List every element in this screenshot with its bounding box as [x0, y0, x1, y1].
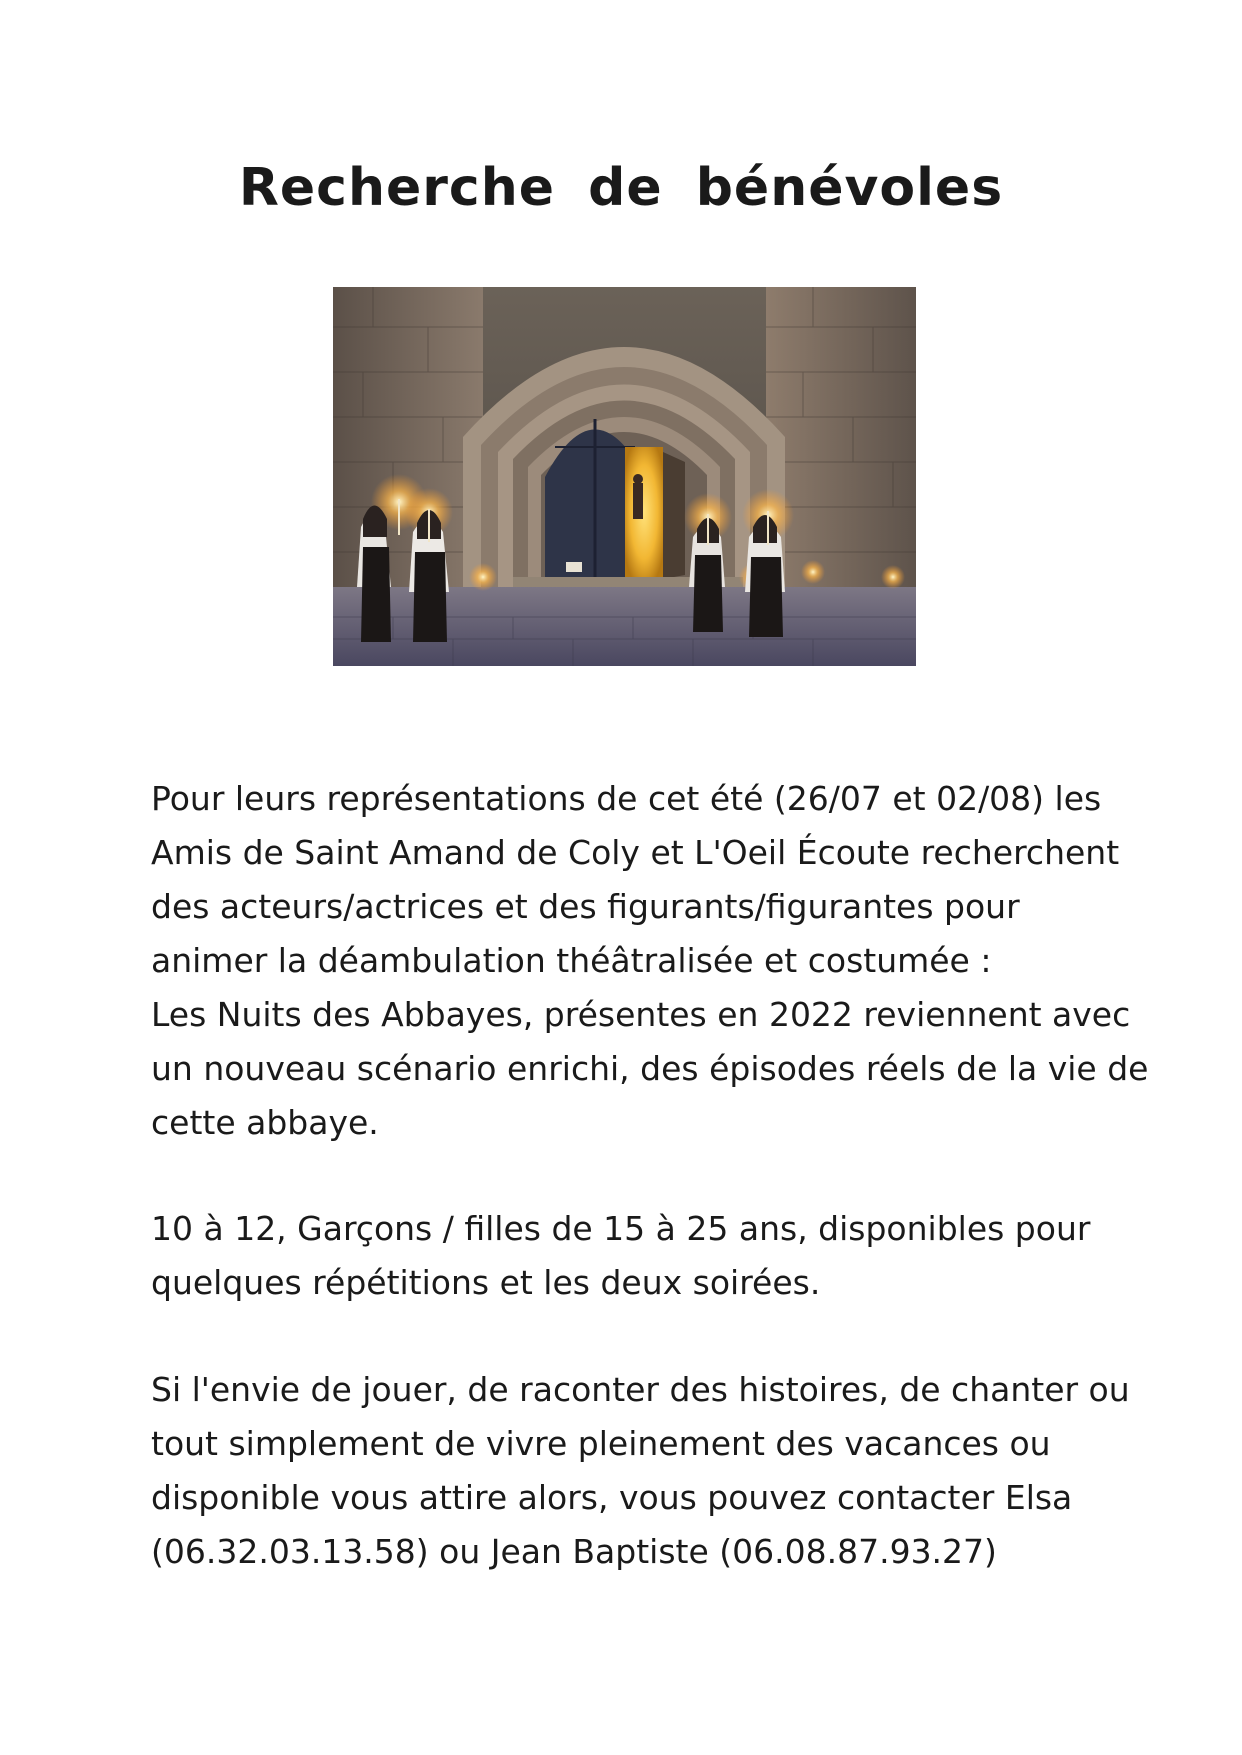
paragraph-line: tout simplement de vivre pleinement des vacances ou	[151, 1424, 1051, 1463]
paragraph-line: Si l'envie de jouer, de raconter des histoires, de chanter ou	[151, 1370, 1130, 1409]
paragraph-line: cette abbaye.	[151, 1103, 379, 1142]
paragraph-line: quelques répétitions et les deux soirées.	[151, 1263, 821, 1302]
paragraph-line: (06.32.03.13.58) ou Jean Baptiste (06.08.87.93.27)	[151, 1532, 997, 1571]
paragraph-line: 10 à 12, Garçons / filles de 15 à 25 ans, disponibles pour	[151, 1209, 1091, 1248]
paragraph-requirements	[151, 1202, 1111, 1310]
paragraph-line: animer la déambulation théâtralisée et costumée :	[151, 941, 992, 980]
paragraph-line: disponible vous attire alors, vous pouvez contacter Elsa	[151, 1478, 1073, 1517]
abbey-photo	[333, 287, 916, 666]
abbey-night-scene-image	[333, 287, 916, 666]
paragraph-line: un nouveau scénario enrichi, des épisodes réels de la vie de	[151, 1049, 1149, 1088]
paragraph-line: Les Nuits des Abbayes, présentes en 2022 reviennent avec	[151, 995, 1131, 1034]
paragraph-line: des acteurs/actrices et des figurants/figurantes pour	[151, 887, 1020, 926]
paragraph-intro	[151, 772, 1149, 1150]
paragraph-line: Pour leurs représentations de cet été (26/07 et 02/08) les	[151, 779, 1102, 818]
page-title: Recherche de bénévoles	[238, 158, 1004, 218]
paragraph-contact	[151, 1363, 1130, 1579]
paragraph-line: Amis de Saint Amand de Coly et L'Oeil Écoute recherchent	[151, 833, 1120, 872]
